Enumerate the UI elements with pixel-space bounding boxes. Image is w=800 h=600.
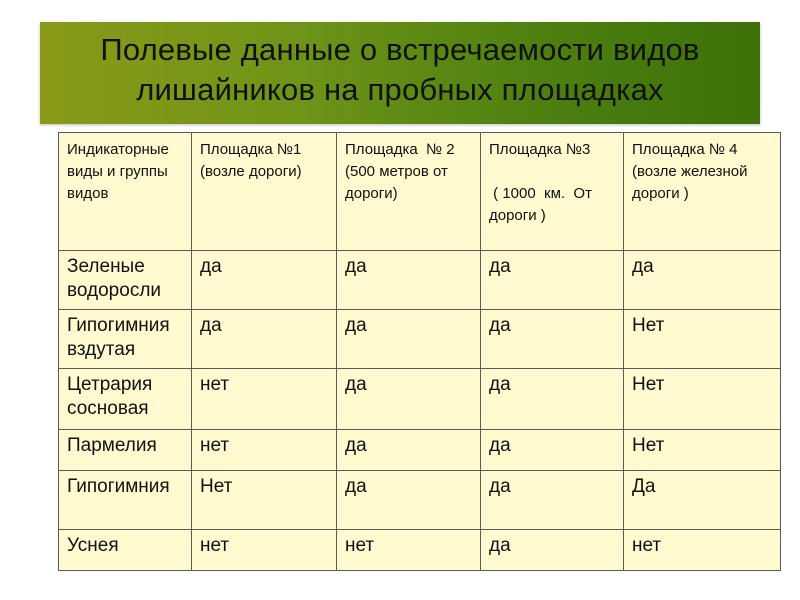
site-1-cell: да: [192, 310, 337, 369]
site-1-cell: Нет: [192, 471, 337, 530]
site-2-cell: да: [337, 430, 481, 471]
species-cell: Зеленые водоросли: [59, 251, 192, 310]
table-header-row: [59, 133, 781, 251]
site-1-cell: нет: [192, 530, 337, 571]
site-2-cell: да: [337, 471, 481, 530]
table-row: [59, 251, 781, 310]
site-1-cell: нет: [192, 369, 337, 430]
table-row: [59, 530, 781, 571]
site-4-cell: Да: [624, 471, 781, 530]
header-cell-site-4: Площадка № 4 (возле железной дороги ): [624, 133, 781, 251]
slide-title-line-2: лишайников на пробных площадках: [136, 72, 664, 107]
site-1-cell: да: [192, 251, 337, 310]
site-3-cell: да: [481, 471, 624, 530]
site-4-cell: нет: [624, 530, 781, 571]
site-2-cell: да: [337, 310, 481, 369]
species-cell: Уснея: [59, 530, 192, 571]
site-4-cell: Нет: [624, 430, 781, 471]
table-row: [59, 471, 781, 530]
header-cell-site-3: Площадка №3 ( 1000 км. От дороги ): [481, 133, 624, 251]
species-cell: Пармелия: [59, 430, 192, 471]
site-4-cell: да: [624, 251, 781, 310]
site-2-cell: да: [337, 369, 481, 430]
table-row: [59, 430, 781, 471]
occurrence-table: [58, 132, 781, 571]
site-4-cell: Нет: [624, 369, 781, 430]
site-3-cell: да: [481, 369, 624, 430]
table-row: [59, 310, 781, 369]
site-3-cell: да: [481, 251, 624, 310]
site-3-cell: да: [481, 430, 624, 471]
site-3-cell: да: [481, 530, 624, 571]
slide-title: [40, 30, 760, 110]
species-cell: Гипогимния вздутая: [59, 310, 192, 369]
site-3-cell: да: [481, 310, 624, 369]
slide-title-line-1: Полевые данные о встречаемости видов: [100, 32, 700, 67]
site-2-cell: да: [337, 251, 481, 310]
table-row: [59, 369, 781, 430]
site-4-cell: Нет: [624, 310, 781, 369]
species-cell: Цетрария сосновая: [59, 369, 192, 430]
site-2-cell: нет: [337, 530, 481, 571]
header-cell-site-1: Площадка №1 (возле дороги): [192, 133, 337, 251]
site-1-cell: нет: [192, 430, 337, 471]
species-cell: Гипогимния: [59, 471, 192, 530]
header-cell-site-2: Площадка № 2 (500 метров от дороги): [337, 133, 481, 251]
header-cell-species: Индикаторные виды и группы видов: [59, 133, 192, 251]
